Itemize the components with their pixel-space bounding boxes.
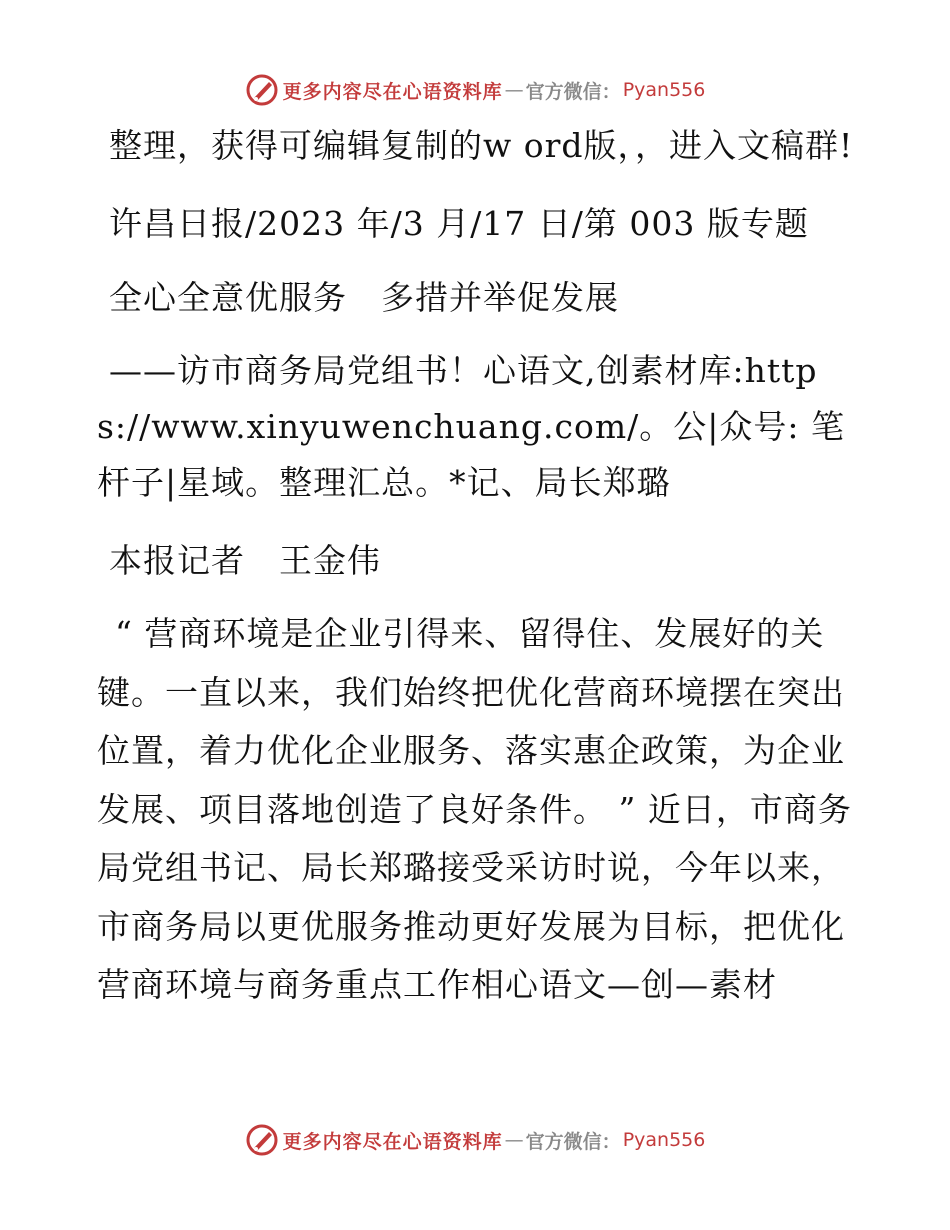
header-banner <box>0 70 950 110</box>
banner-separator: — <box>504 79 524 101</box>
banner-wechat-id: Pyan556 <box>622 1129 706 1151</box>
byline: 本报记者 王金伟 <box>109 541 381 580</box>
article-subtitle: ——访市商务局党组书！心语文,创素材库:https://www.xinyuwenchuang.com/。公|众号: 笔杆子|星域。整理汇总。*记、局长郑璐 <box>97 351 845 502</box>
article-title: 全心全意优服务 多措并举促发展 <box>109 278 619 317</box>
intro-paragraph: 整理，获得可编辑复制的w ord版，，进入文稿群! <box>109 126 854 165</box>
body-paragraph: “ 营商环境是企业引得来、留得住、发展好的关键。一直以来，我们始终把优化营商环境摆在突出位置，着力优化企业服务、落实惠企政策，为企业发展、项目落地创造了良好条件。 ” 近日，市商务局党组书记、局长郑璐接受采访时说，今年以来，市商务局以更优服务推动更好发展为目标，把优化营商环境与商务重点工作相心语文—创—素材 <box>97 614 852 1004</box>
footer-banner <box>0 1120 950 1160</box>
pen-logo-icon <box>245 73 279 107</box>
banner-wechat-id: Pyan556 <box>622 79 706 101</box>
banner-main-text: 更多内容尽在心语资料库 <box>282 80 503 103</box>
banner-separator: — <box>504 1129 524 1151</box>
banner-label: 官方微信： <box>525 1130 621 1153</box>
banner-main-text: 更多内容尽在心语资料库 <box>282 1130 503 1153</box>
pen-logo-icon <box>245 1123 279 1157</box>
document-body <box>97 118 857 1015</box>
dateline: 许昌日报/2023 年/3 月/17 日/第 003 版专题 <box>109 204 809 243</box>
banner-label: 官方微信： <box>525 80 621 103</box>
